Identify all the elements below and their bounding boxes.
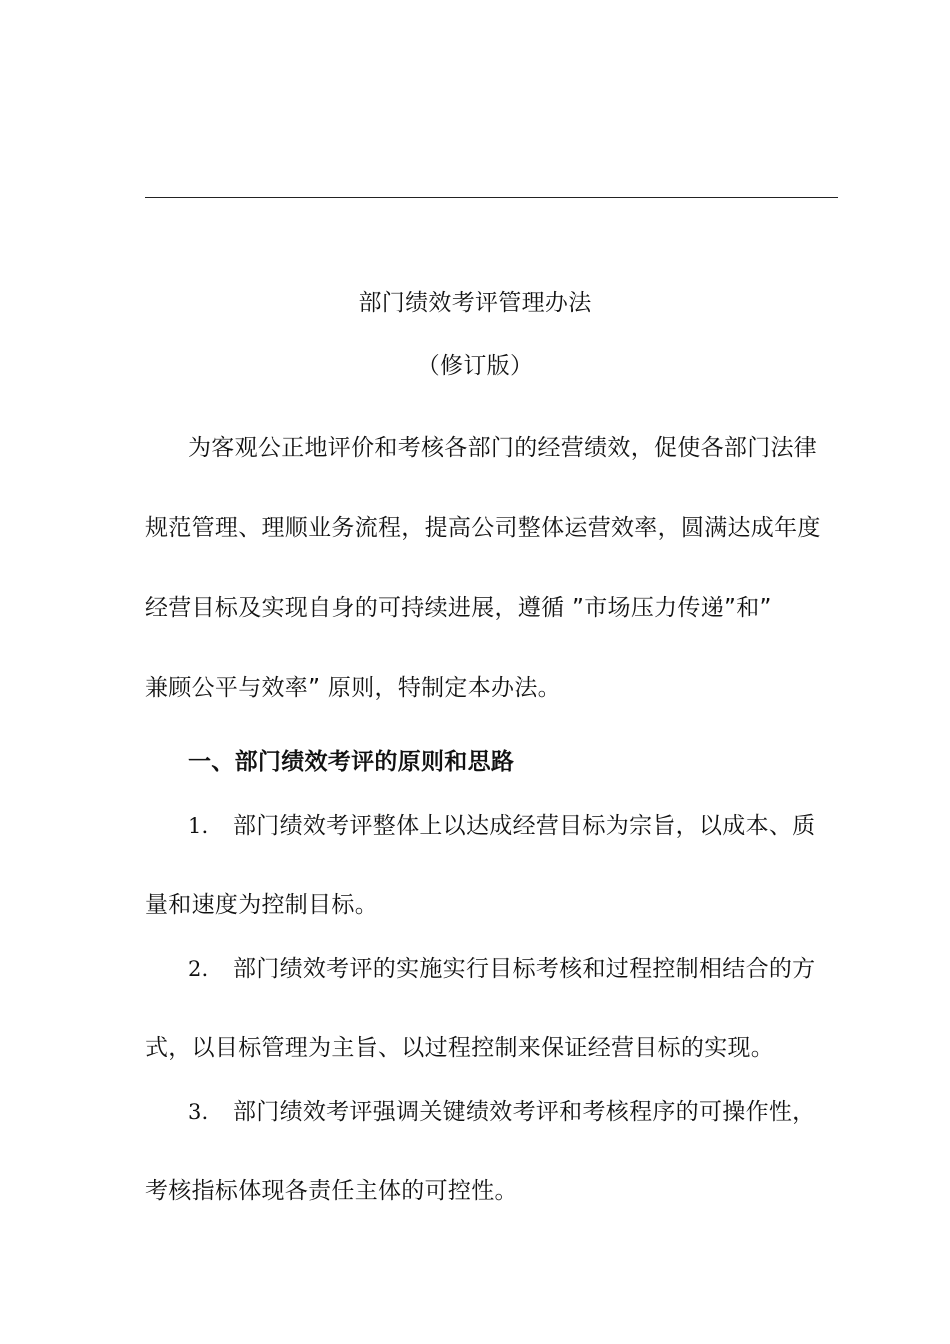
section-heading: 一、部门绩效考评的原则和思路 (188, 749, 515, 775)
list-item-1-text: 部门绩效考评整体上以达成经营目标为宗旨，以成本、质 (232, 813, 816, 839)
list-item-3-number: 3． (188, 1100, 223, 1124)
intro-line-3: 经营目标及实现自身的可持续进展，遵循 ”市场压力传递”和” (145, 595, 772, 621)
list-item-3-text: 部门绩效考评强调关键绩效考评和考核程序的可操作性， (232, 1099, 816, 1125)
list-item-2-line-1 (188, 954, 868, 984)
document-title: 部门绩效考评管理办法 (358, 290, 592, 316)
list-item-2-line-2: 式，以目标管理为主旨、以过程控制来保证经营目标的实现。 (145, 1035, 775, 1061)
header-rule (145, 197, 838, 198)
list-item-3-line-1 (188, 1097, 868, 1127)
list-item-1-number: 1． (188, 814, 223, 838)
list-item-3-line-2: 考核指标体现各责任主体的可控性。 (145, 1178, 518, 1204)
list-item-1-line-1 (188, 811, 868, 841)
list-item-2-text: 部门绩效考评的实施实行目标考核和过程控制相结合的方 (232, 956, 816, 982)
document-subtitle: （修订版） (416, 353, 534, 379)
list-item-1-line-2: 量和速度为控制目标。 (145, 892, 378, 918)
intro-line-4: 兼顾公平与效率” 原则，特制定本办法。 (145, 675, 561, 701)
intro-line-1: 为客观公正地评价和考核各部门的经营绩效，促使各部门法律 (188, 435, 818, 461)
list-item-2-number: 2． (188, 957, 223, 981)
intro-line-2: 规范管理、理顺业务流程，提高公司整体运营效率，圆满达成年度 (145, 515, 821, 541)
